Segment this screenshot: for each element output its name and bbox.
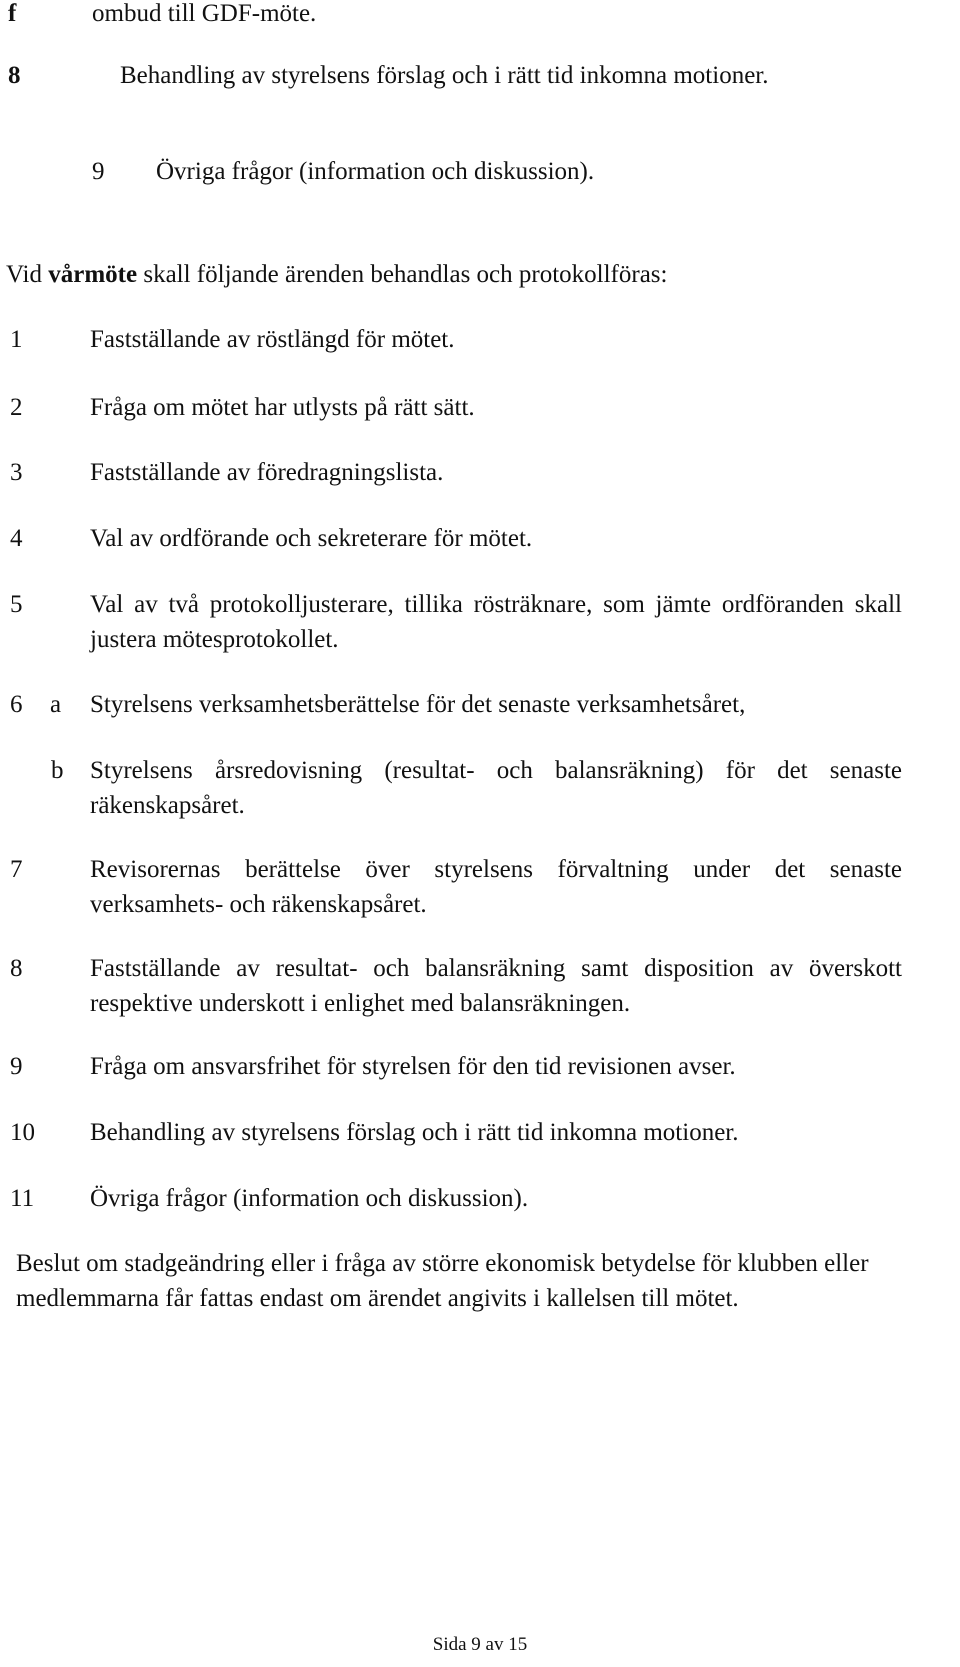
page-number: Sida 9 av 15: [432, 1634, 528, 1655]
intro-bold-word: vårmöte: [48, 261, 138, 288]
agenda-item-10-number: 10: [10, 1119, 35, 1146]
agenda-item-6a-letter: a: [50, 691, 62, 718]
agenda-item-2-text: Fråga om mötet har utlysts på rätt sätt.: [90, 394, 475, 421]
item-f-letter: f: [8, 0, 17, 27]
agenda-item-1-number: 1: [10, 326, 23, 353]
agenda-item-5-number: 5: [10, 591, 23, 618]
agenda-item-6-number: 6: [10, 691, 23, 718]
agenda-item-8-text: Fastställande av resultat- och balansräkning samt disposition av överskott respektive underskott i enlighet med balansräkningen.: [90, 955, 902, 1017]
agenda-item-9-number: 9: [10, 1053, 23, 1080]
agenda-item-3-number: 3: [10, 459, 23, 486]
agenda-item-8-number: 8: [10, 955, 23, 982]
agenda-item-4-text: Val av ordförande och sekreterare för mötet.: [90, 525, 533, 552]
item-f-text: ombud till GDF-möte.: [92, 0, 317, 27]
agenda-item-7-number: 7: [10, 856, 23, 883]
agenda-item-2-number: 2: [10, 394, 23, 421]
intro-suffix: skall följande ärenden behandlas och protokollföras:: [137, 261, 668, 288]
spring-meeting-intro: [6, 257, 667, 292]
agenda-item-9-text: Fråga om ansvarsfrihet för styrelsen för den tid revisionen avser.: [90, 1053, 736, 1080]
agenda-item-4-number: 4: [10, 525, 23, 552]
intro-prefix: Vid: [6, 261, 49, 288]
agenda-item-11-number: 11: [10, 1185, 35, 1212]
item-9-number: 9: [92, 158, 105, 185]
agenda-item-5-text: Val av två protokolljusterare, tillika rösträknare, som jämte ordföranden skall justera mötesprotokollet.: [90, 591, 902, 653]
agenda-item-3-text: Fastställande av föredragningslista.: [90, 459, 444, 486]
agenda-item-10-text: Behandling av styrelsens förslag och i rätt tid inkomna motioner.: [90, 1119, 739, 1146]
agenda-item-7-text: Revisorernas berättelse över styrelsens förvaltning under det senaste verksamhets- och räkenskapsåret.: [90, 856, 902, 918]
agenda-item-6a-text: Styrelsens verksamhetsberättelse för det senaste verksamhetsåret,: [90, 691, 746, 718]
closing-paragraph: Beslut om stadgeändring eller i fråga av större ekonomisk betydelse för klubben eller medlemmarna får fattas endast om ärendet angivits i kallelsen till mötet.: [16, 1250, 869, 1312]
item-8-text: Behandling av styrelsens förslag och i rätt tid inkomna motioner.: [120, 62, 769, 89]
item-9-text: Övriga frågor (information och diskussion).: [156, 158, 595, 185]
agenda-item-6b-text: Styrelsens årsredovisning (resultat- och balansräkning) för det senaste räkenskapsåret.: [90, 757, 902, 819]
agenda-item-6b-letter: b: [51, 757, 64, 784]
agenda-item-1-text: Fastställande av röstlängd för mötet.: [90, 326, 455, 353]
item-8-number: 8: [8, 62, 21, 89]
agenda-item-11-text: Övriga frågor (information och diskussion).: [90, 1185, 529, 1212]
